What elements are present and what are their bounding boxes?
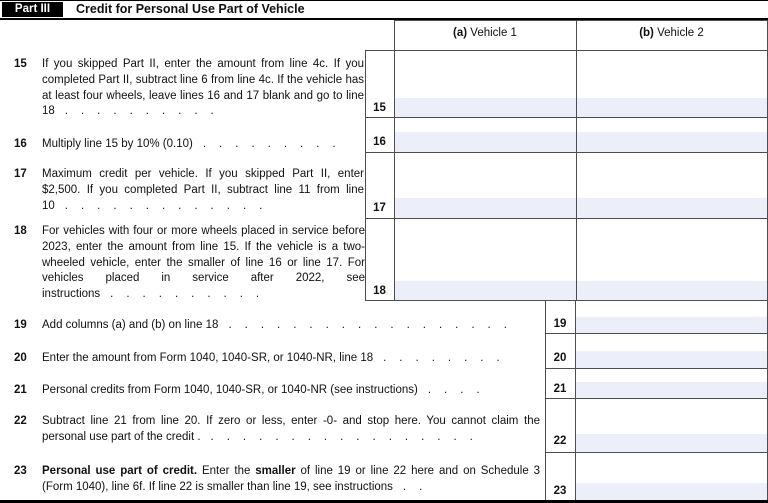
col-b-name: Vehicle 2	[657, 27, 704, 39]
line15-number: 15	[14, 58, 27, 70]
line21-text: Personal credits from Form 1040, 1040-SR, or 1040-NR (see instructions)	[42, 384, 418, 396]
line18-dot-leader: ..........	[110, 288, 273, 301]
line15-description	[42, 57, 364, 120]
line16-description	[42, 137, 349, 153]
line23-text-rest: of line 19 or line 22 here and on Schedule 3 (Form 1040), line 6f. If line 22 is smaller than line 19, see instructions	[42, 465, 541, 493]
field-18-vehicle2[interactable]	[577, 281, 767, 300]
line19-number: 19	[14, 319, 27, 331]
col-b-tag: (b)	[639, 27, 654, 39]
line23-bold-smaller: smaller	[255, 465, 296, 477]
line22-description	[42, 414, 540, 446]
line21-number: 21	[14, 384, 27, 396]
grid-line	[365, 300, 768, 301]
line16-number: 16	[14, 138, 27, 150]
line18-number: 18	[14, 225, 27, 237]
field-16-vehicle1[interactable]	[395, 132, 576, 152]
line23-dot-leader: ..	[402, 480, 436, 493]
line20-number: 20	[14, 352, 27, 364]
rownum-box-18: 18	[373, 285, 386, 297]
line21-dot-leader: ....	[427, 384, 493, 396]
line23-bold-lead: Personal use part of credit.	[42, 465, 198, 477]
line23-text-mid: Enter the	[197, 465, 256, 477]
grid-line	[365, 218, 768, 219]
grid-line	[545, 333, 768, 334]
grid-line	[365, 50, 366, 300]
grid-line	[365, 117, 768, 118]
grid-line	[545, 398, 768, 399]
grid-line	[365, 50, 768, 51]
grid-line	[545, 368, 768, 369]
part-label-box	[2, 2, 63, 17]
line15-dot-leader: ..........	[64, 105, 227, 118]
rownum-box-22: 22	[553, 435, 567, 447]
line23-number: 23	[14, 465, 27, 477]
rownum-box-19: 19	[553, 318, 567, 330]
field-17-vehicle1[interactable]	[395, 198, 576, 218]
rownum-box-23: 23	[553, 485, 567, 497]
line17-description	[42, 167, 364, 214]
line22-dot-leader: .................	[210, 430, 486, 443]
line20-text: Enter the amount from Form 1040, 1040-SR, or 1040-NR, line 18	[42, 352, 374, 364]
field-22[interactable]	[576, 434, 767, 452]
line20-dot-leader: ........	[383, 352, 513, 364]
field-19[interactable]	[576, 317, 767, 333]
line18-description	[42, 224, 365, 303]
rownum-box-15: 15	[373, 102, 386, 114]
line19-dot-leader: ..................	[228, 319, 520, 331]
grid-line	[545, 452, 768, 453]
line16-text: Multiply line 15 by 10% (0.10)	[42, 138, 193, 150]
line18-text: For vehicles with four or more wheels placed in service before 2023, enter the amount from line 15. If the vehicle is a two-wheeled vehicle, enter the smaller of line 16 or line 17. For vehicles placed in service after 2022, see instructions	[42, 225, 365, 301]
grid-line	[394, 20, 395, 300]
col-header-vehicle1	[394, 27, 576, 39]
field-18-vehicle1[interactable]	[395, 281, 576, 300]
line17-number: 17	[14, 168, 27, 180]
part-title: Credit for Personal Use Part of Vehicle	[76, 2, 305, 16]
line15-text: If you skipped Part II, enter the amount from line 4c. If you completed Part II, subtract line 6 from line 4c. If the vehicle has at least four wheels, leave lines 16 and 17 blank and go to line 18	[42, 58, 364, 118]
line22-text: Subtract line 21 from line 20. If zero or less, enter -0- and stop here. You cannot claim the personal use part of the credit .	[42, 415, 540, 443]
field-16-vehicle2[interactable]	[577, 132, 767, 152]
part-label: Part III	[14, 3, 51, 15]
rownum-box-20: 20	[553, 352, 567, 364]
rownum-box-17: 17	[373, 202, 386, 214]
line20-description	[42, 351, 513, 367]
rownum-box-16: 16	[373, 136, 386, 148]
line16-dot-leader: .........	[202, 138, 349, 150]
rownum-box-21: 21	[553, 383, 567, 395]
field-20[interactable]	[576, 351, 767, 368]
col-a-tag: (a)	[453, 27, 468, 39]
field-21[interactable]	[576, 382, 767, 398]
line22-number: 22	[14, 415, 27, 427]
line21-description	[42, 383, 493, 399]
field-15-vehicle2[interactable]	[577, 98, 767, 117]
line17-dot-leader: .............	[64, 199, 276, 212]
grid-line	[365, 152, 768, 153]
top-rule	[0, 0, 768, 1]
line19-description	[42, 318, 520, 334]
line23-description	[42, 464, 540, 496]
grid-line	[576, 20, 577, 300]
grid-line	[394, 20, 768, 21]
grid-line	[545, 300, 546, 501]
field-23[interactable]	[576, 483, 767, 500]
line19-text: Add columns (a) and (b) on line 18	[42, 319, 219, 331]
field-15-vehicle1[interactable]	[395, 98, 576, 117]
col-header-vehicle2	[576, 27, 767, 39]
line17-text: Maximum credit per vehicle. If you skipped Part II, enter $2,500. If you completed Part II, subtract line 11 from line 10	[42, 168, 364, 212]
field-17-vehicle2[interactable]	[577, 198, 767, 218]
col-a-name: Vehicle 1	[470, 27, 517, 39]
